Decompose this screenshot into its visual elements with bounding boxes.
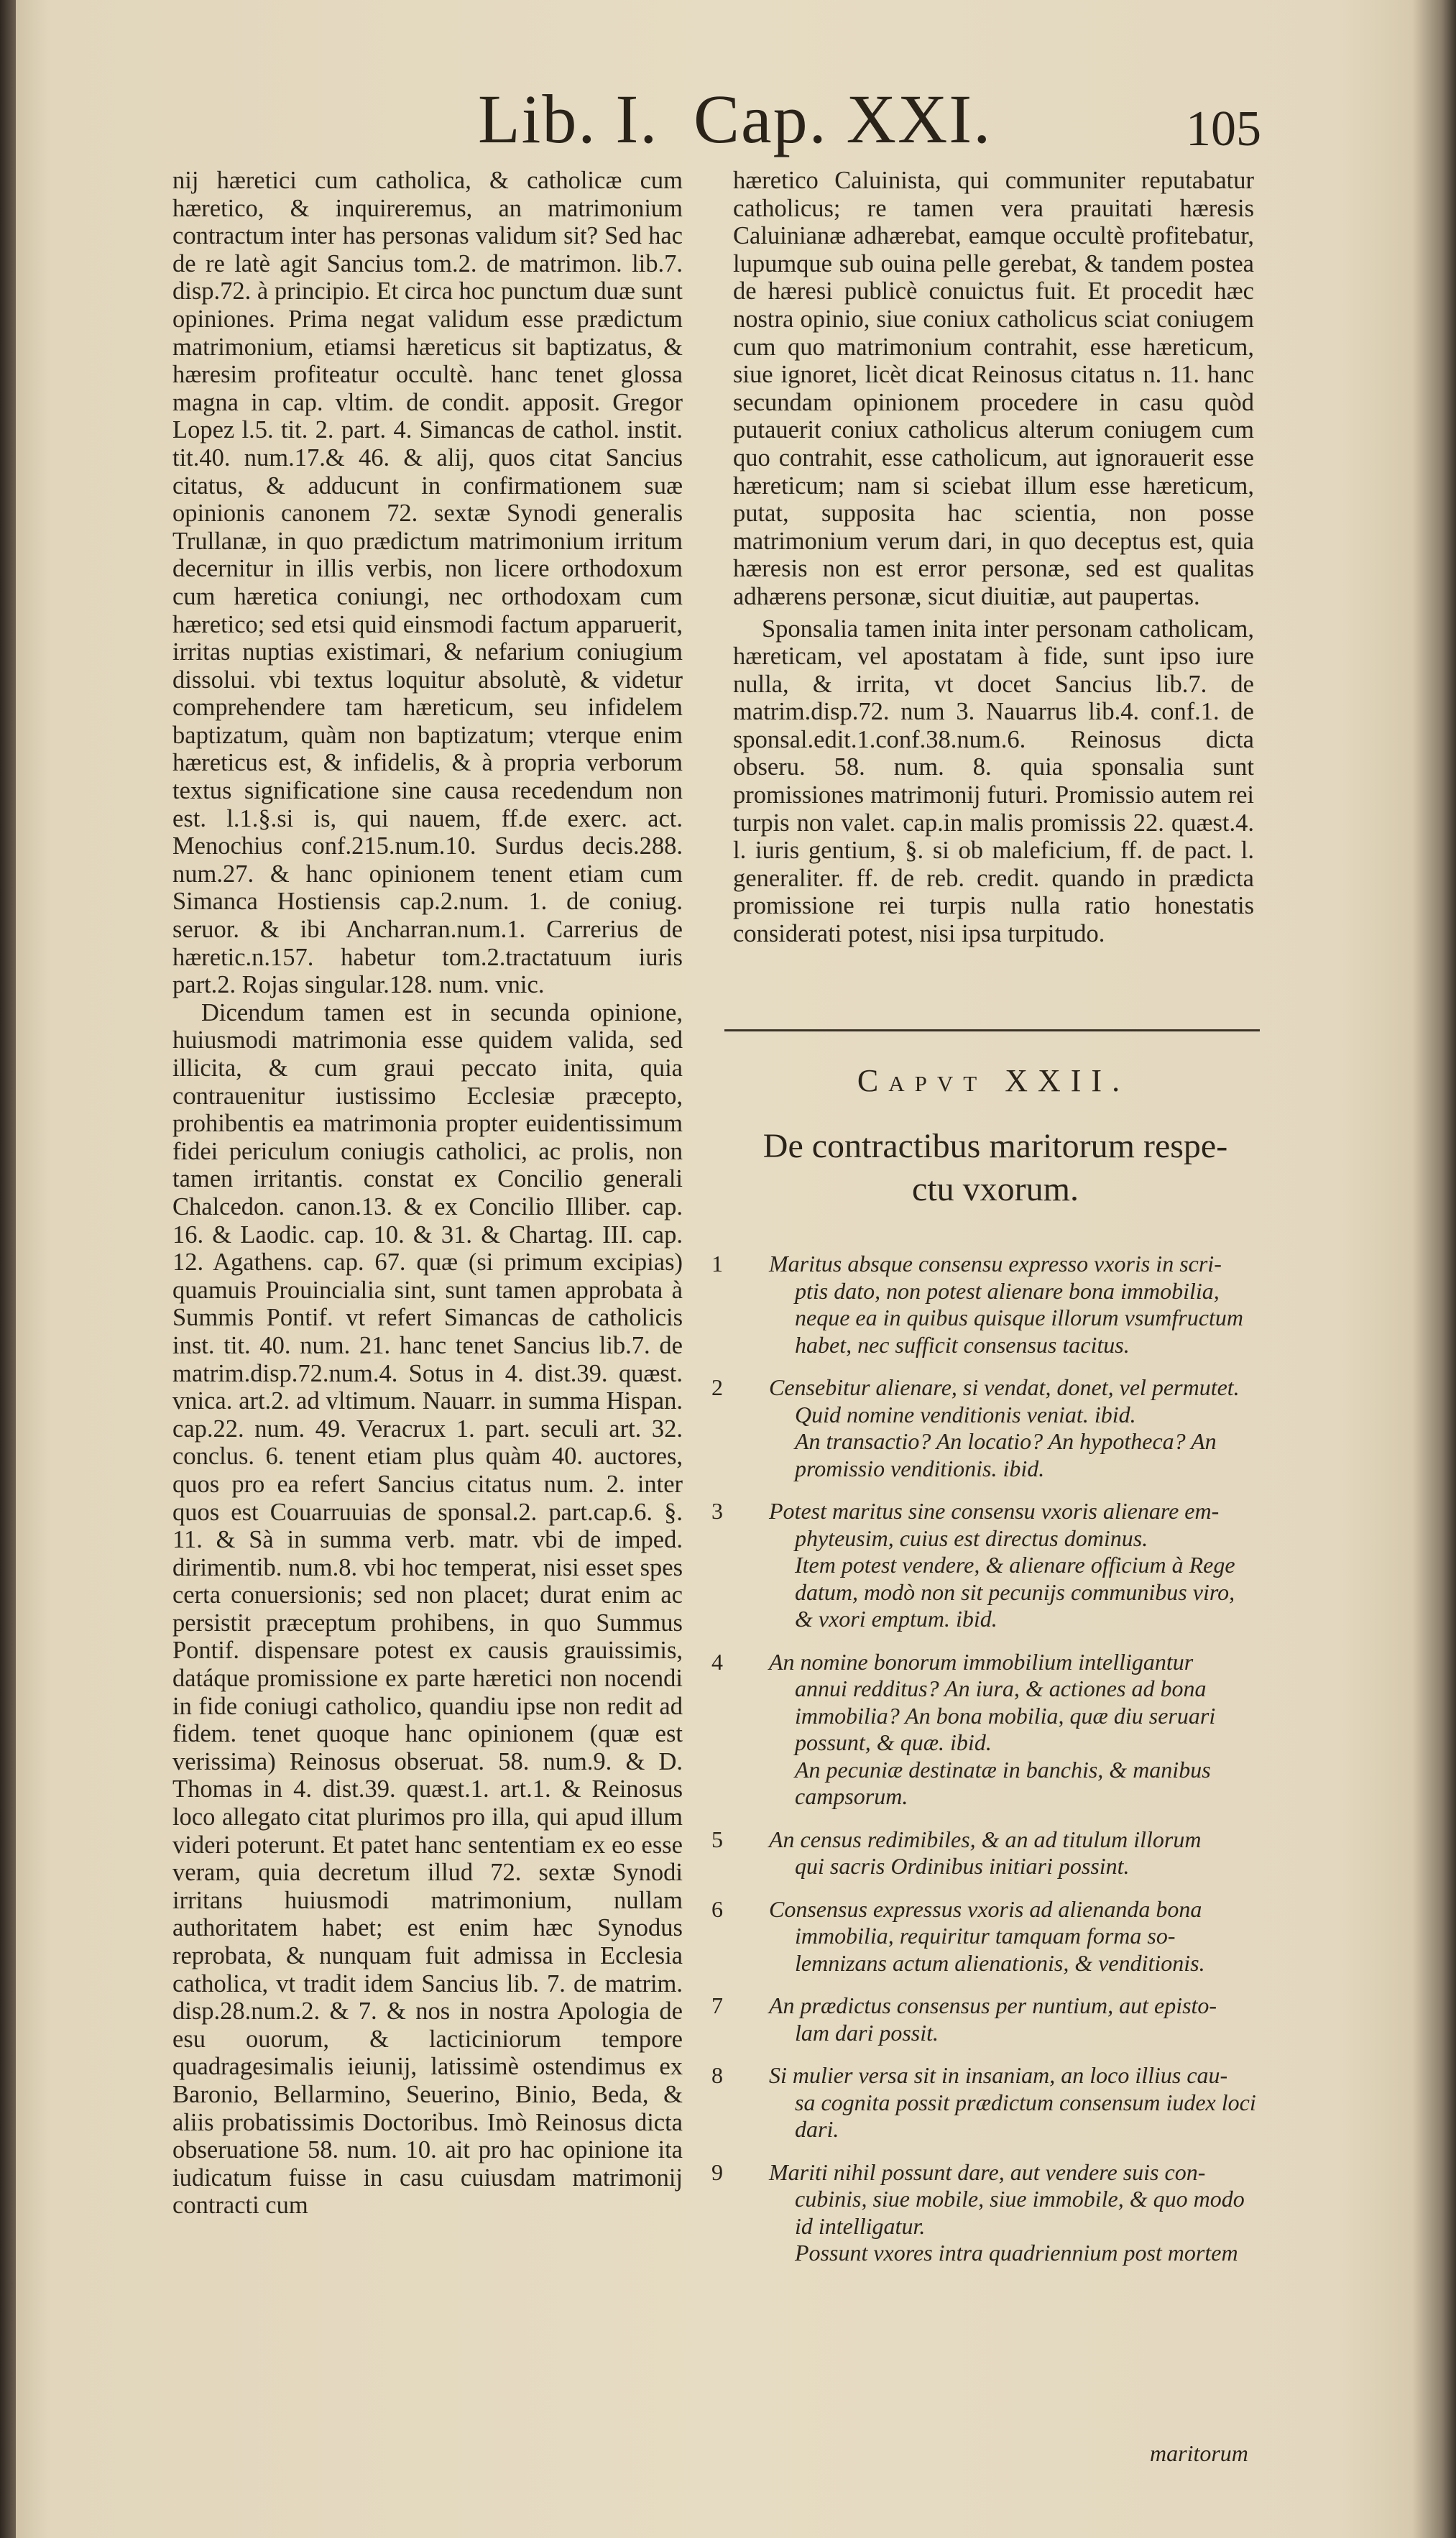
left-column <box>172 167 683 2220</box>
summary-number: 3 <box>711 1498 723 1524</box>
catchword: maritorum <box>1150 2440 1248 2466</box>
summary-line: Potest maritus sine consensu vxoris alienare em- <box>769 1498 1220 1524</box>
summary-item <box>697 1251 1258 1358</box>
right-column <box>733 167 1254 948</box>
summary-line: dari. <box>795 2116 839 2142</box>
summary-number: 8 <box>711 2062 723 2088</box>
summary-line: qui sacris Ordinibus initiari possint. <box>795 1853 1130 1879</box>
summary-line: & vxori emptum. ibid. <box>795 1606 997 1632</box>
summary-line: campsorum. <box>795 1783 908 1809</box>
summary-line: neque ea in quibus quisque illorum vsumfructum <box>795 1305 1243 1330</box>
summary-number: 7 <box>711 1992 723 2018</box>
chapter-title-line: De contractibus maritorum respe- <box>762 1127 1228 1165</box>
summary-number: 6 <box>711 1895 723 1922</box>
summary-line: immobilia, requiritur tamquam forma so- <box>795 1923 1176 1949</box>
summary-line: An prædictus consensus per nuntium, aut episto- <box>769 1992 1217 2018</box>
summary-line: promissio venditionis. ibid. <box>795 1455 1045 1481</box>
summary-number: 1 <box>711 1251 723 1277</box>
chapter-title-line: ctu vxorum. <box>912 1170 1079 1208</box>
page-number: 105 <box>1186 101 1261 157</box>
summary-line: lemnizans actum alienationis, & venditionis. <box>795 1949 1205 1976</box>
summary-line: annui redditus? An iura, & actiones ad bona <box>795 1675 1207 1701</box>
chapter-heading: Capvt XXII. <box>857 1063 1130 1098</box>
summary-line: Mariti nihil possunt dare, aut vendere suis con- <box>769 2158 1206 2185</box>
summary-line: Consensus expressus vxoris ad alienanda bona <box>769 1895 1202 1922</box>
header-book: Lib. I. <box>478 81 659 157</box>
summary-item <box>697 1992 1258 2046</box>
summary-line: Quid nomine venditionis veniat. ibid. <box>795 1401 1136 1427</box>
summary-line: Item potest vendere, & alienare officium à Rege <box>795 1552 1235 1578</box>
summary-line: datum, modò non sit pecunijs communibus viro, <box>795 1578 1235 1605</box>
summary-line: ptis dato, non potest alienare bona immobilia, <box>795 1277 1220 1304</box>
summary-item <box>697 1826 1258 1880</box>
paragraph: Sponsalia tamen inita inter personam catholicam, hæreticam, vel apostatam à fide, sunt ipso iure nulla, & irrita, vt docet Sancius lib.7. de matrim.disp.72. num 3. Nauarrus lib.4. conf.1. de sponsal.edit.1.conf.38.num.6. Reinosus dicta obseru. 58. num. 8. quia sponsalia sunt promissiones matrimonij futuri. Promissio autem rei turpis non valet. cap.in malis promissis 22. quæst.4. l. iuris gentium, §. si ob maleficium, ff. de pact. l. generaliter. ff. de reb. credit. quando in prædicta promissione rei turpis nulla ratio honestatis considerati potest, nisi ipsa turpitudo. <box>733 615 1254 948</box>
summary-line: Si mulier versa sit in insaniam, an loco illius cau- <box>769 2062 1228 2088</box>
summary-item <box>697 1374 1258 1482</box>
paragraph: Dicendum tamen est in secunda opinione, huiusmodi matrimonia esse quidem valida, sed illicita, & cum graui peccato inita, quia contrauenitur iustissimo Ecclesiæ præcepto, prohibentis ea matrimonia propter euidentissimum fidei periculum coniugis catholici, ac prolis, non tamen irritantis. constat ex Concilio generali Chalcedon. canon.13. & ex Concilio Illiber. cap. 16. & Laodic. cap. 10. & 31. & Chartag. III. cap. 12. Agathens. cap. 67. quæ (si primum excipias) quamuis Prouincialia sint, sunt tamen approbata à Summis Pontif. vt refert Simancas de catholicis inst. tit. 40. num. 21. hanc tenet Sancius lib.7. de matrim.disp.72.num.4. Sotus in 4. dist.39. quæst. vnica. art.2. ad vltimum. Nauarr. in summa Hispan. cap.22. num. 49. Veracrux 1. part. seculi art. 32. conclus. 6. tenent etiam plus quàm 40. auctores, quos pro ea refert Sancius citatus num. 2. inter quos est Couarruuias de sponsal.2. part.cap.6. §. 11. & Sà in summa verb. matr. vbi de imped. dirimentib. num.8. vbi hoc temperat, nisi esset spes certa conuersionis; sed non placet; durat enim ac persistit præceptum prohibens, in quo Summus Pontif. dispensare potest ex causis grauissimis, datáque promissione ex parte hæretici non nocendi in fide coniugi catholico, quandiu ipse non redit ad fidem. tenet quoque hanc opinionem (quæ est verissima) Reinosus obseruat. 58. num.9. & D. Thomas in 4. dist.39. quæst.1. art.1. & Reinosus loco allegato citat plurimos pro illa, qui apud illum videri poterunt. Et patet hanc sententiam ex eo esse veram, quia decretum illud 72. sextæ Synodi irritans huiusmodi matrimonium, nullam authoritatem habet; est enim hæc Synodus reprobata, & nunquam fuit admissa in Ecclesia catholica, vt tradit idem Sancius lib. 7. de matrim. disp.28.num.2. & 7. & nos in nostra Apologia de esu ouorum, & lacticiniorum tempore quadragesimalis ieiunij, latissimè ostendimus ex Baronio, Bellarmino, Seuerino, Binio, Beda, & aliis probatissimis Doctoribus. Imò Reinosus dicta obseruatione 58. num. 10. ait pro hac opinione ita iudicatum fuisse in casu cuiusdam matrimonij contracti cum <box>172 998 683 2220</box>
header-chapter: Cap. XXI. <box>694 81 992 157</box>
summary-item <box>697 2159 1258 2267</box>
paragraph: nij hæretici cum catholica, & catholicæ cum hæretico, & inquireremus, an matrimonium contractum inter has personas validum sit? Sed hac de re latè agit Sancius tom.2. de matrimon. lib.7. disp.72. à principio. Et circa hoc punctum duæ sunt opiniones. Prima negat validum esse prædictum matrimonium, etiamsi hæreticus sit baptizatus, & hæresim profiteatur occultè. hanc tenet glossa magna in cap. vltim. de condit. apposit. Gregor Lopez l.5. tit. 2. part. 4. Simancas de cathol. instit. tit.40. num.17.& 46. & alij, quos citat Sancius citatus, & adducunt in confirmationem suæ opinionis canonem 72. sextæ Synodi generalis Trullanæ, in quo prædictum matrimonium irritum decernitur in illis verbis, non licere orthodoxum cum hæretica coniungi, nec orthodoxam cum hæretico; sed etsi quid einsmodi factum apparuerit, irritas nuptias existimari, & nefarium coniugium dissolui. vbi textus loquitur absolutè, & videtur comprehendere tam hæreticum, seu infidelem baptizatum, quàm non baptizatum; vterque enim hæreticus est, & infidelis, & à propria verborum textus significatione sine causa recedendum non est. l.1.§.si is, qui nauem, ff.de exerc. act. Menochius conf.215.num.10. Surdus decis.288. num.27. & hanc opinionem tenent etiam cum Simanca Hostiensis cap.2.num. 1. de coniug. seruor. & ibi Ancharran.num.1. Carrerius de hæretic.n.157. habetur tom.2.tractatuum iuris part.2. Rojas singular.128. num. vnic. <box>172 167 683 999</box>
page-gutter <box>0 0 16 2538</box>
summary-line: Possunt vxores intra quadriennium post mortem <box>795 2240 1238 2266</box>
summary-line: An nomine bonorum immobilium intelligantur <box>769 1648 1194 1675</box>
summary-item <box>697 1896 1258 1977</box>
paragraph: hæretico Caluinista, qui communiter reputabatur catholicus; re tamen vera prauitati hæresis Caluinianæ adhærebat, eamque occultè profitebatur, lupumque sub ouina pelle gerebat, & tandem postea de hæresi publicè conuictus fuit. Et procedit hæc nostra opinio, siue coniux catholicus sciat coniugem cum quo matrimonium contrahit, esse hæreticum, siue ignoret, licèt dicat Reinosus citatus n. 11. hanc secundam opinionem procedere in casu quòd putauerit coniux catholicus alterum coniugem cum quo contrahit, esse catholicum, aut ignorauerit esse hæreticum; nam si sciebat illum esse hæreticum, putat, supposita hac scientia, non posse matrimonium verum dari, in quo deceptus est, quia hæresis non est error personæ, sed est qualitas adhærens personæ, sicut diuitiæ, aut paupertas. <box>733 167 1254 610</box>
summary-number: 4 <box>711 1648 723 1675</box>
summary-line: phyteusim, cuius est directus dominus. <box>795 1525 1148 1551</box>
summary-item <box>697 1649 1258 1811</box>
summary-line: immobilia? An bona mobilia, quæ diu seruari <box>795 1702 1216 1729</box>
section-rule <box>724 1029 1260 1031</box>
summary-line: sa cognita possit prædictum consensum iudex loci <box>795 2089 1256 2115</box>
running-header <box>0 72 1456 165</box>
summary-line: An census redimibiles, & an ad titulum illorum <box>769 1826 1202 1852</box>
summary-line: possunt, & quæ. ibid. <box>795 1729 992 1755</box>
summary-line: An transactio? An locatio? An hypotheca? An <box>795 1428 1217 1454</box>
summary-item <box>697 2062 1258 2143</box>
summary-item <box>697 1498 1258 1633</box>
summary-line: id intelligatur. <box>795 2212 926 2239</box>
chapter-summary <box>697 1251 1258 2283</box>
summary-line: Censebitur alienare, si vendat, donet, vel permutet. <box>769 1374 1240 1400</box>
summary-number: 5 <box>711 1826 723 1852</box>
summary-line: An pecuniæ destinatæ in banchis, & manibus <box>795 1756 1211 1783</box>
chapter-title <box>740 1125 1250 1211</box>
summary-line: cubinis, siue mobile, siue immobile, & quo modo <box>795 2186 1245 2212</box>
summary-line: lam dari possit. <box>795 2019 939 2046</box>
summary-line: habet, nec sufficit consensus tacitus. <box>795 1331 1130 1358</box>
summary-number: 9 <box>711 2158 723 2185</box>
summary-number: 2 <box>711 1374 723 1400</box>
summary-line: Maritus absque consensu expresso vxoris in scri- <box>769 1251 1222 1277</box>
